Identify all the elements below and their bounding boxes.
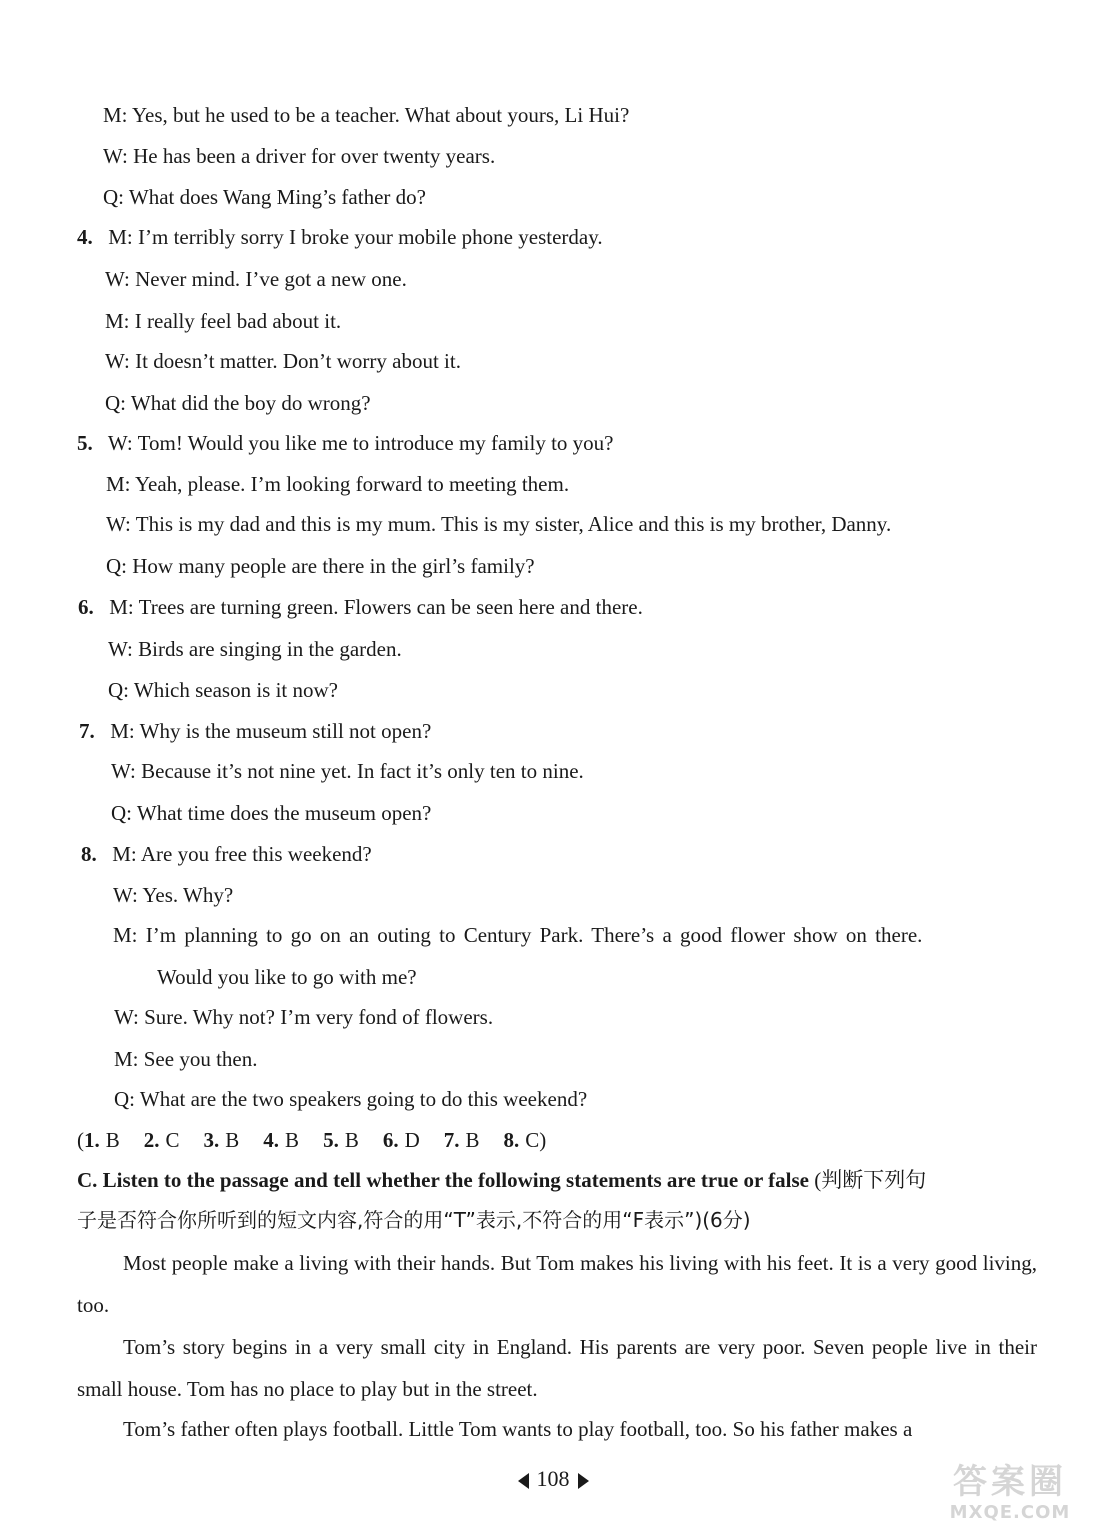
- answer-6-value: D: [404, 1128, 420, 1152]
- answer-6-number: 6.: [382, 1128, 399, 1152]
- dialogue-5-line-w2: W: This is my dad and this is my mum. This is my sister, Alice and this is my brother, Danny.: [106, 512, 892, 536]
- answer-3-number: 3.: [203, 1128, 220, 1152]
- answer-7-value: B: [465, 1128, 480, 1152]
- answer-7-number: 7.: [443, 1128, 460, 1152]
- dialogue-5-number: 5.: [77, 431, 93, 455]
- section-c-instruction-part1: (判断下列句: [814, 1168, 927, 1192]
- dialogue-5-question: Q: How many people are there in the girl’s family?: [106, 554, 535, 578]
- dialogue-7-m1-text: M: Why is the museum still not open?: [110, 719, 432, 743]
- dialogue-4-line-m1: [77, 223, 603, 251]
- answer-3-value: B: [225, 1128, 240, 1152]
- dialogue-4-number: 4.: [77, 225, 93, 249]
- dialogue-6-line-m1: [78, 593, 643, 621]
- answer-key-close: ): [539, 1128, 547, 1152]
- passage-paragraph-1: Most people make a living with their hands. But Tom makes his living with his feet. It is a very good living, too.: [77, 1251, 1037, 1317]
- right-triangle-icon: [578, 1473, 589, 1489]
- dialogue-5-line-w1: [77, 429, 614, 457]
- dialogue-8-question: Q: What are the two speakers going to do this weekend?: [114, 1087, 588, 1111]
- page-number: 108: [536, 1466, 570, 1491]
- dialogue-8-line-m3: M: See you then.: [114, 1047, 258, 1071]
- section-c-label: C. Listen to the passage and tell whether the following statements are true or false: [77, 1168, 810, 1192]
- passage-paragraph-3: Tom’s father often plays football. Little Tom wants to play football, too. So his father makes a: [123, 1417, 913, 1441]
- answer-5-value: B: [344, 1128, 359, 1152]
- dialogue-8-number: 8.: [81, 842, 97, 866]
- section-c-heading-line1: [77, 1166, 926, 1194]
- dialogue-4-m1-text: M: I’m terribly sorry I broke your mobile phone yesterday.: [108, 225, 603, 249]
- dialogue-3-line-w1: W: He has been a driver for over twenty years.: [103, 144, 496, 168]
- dialogue-6-number: 6.: [78, 595, 94, 619]
- dialogue-7-line-m1: [79, 717, 431, 745]
- answer-8-number: 8.: [503, 1128, 520, 1152]
- dialogue-8-line-m1: [81, 840, 372, 868]
- dialogue-8-line-m2a: M: I’m planning to go on an outing to Century Park. There’s a good flower show on there.: [113, 923, 923, 947]
- answer-4-value: B: [285, 1128, 300, 1152]
- passage-paragraph-2: Tom’s story begins in a very small city in England. His parents are very poor. Seven people live in their small house. Tom has no place to play but in the street.: [77, 1335, 1037, 1401]
- dialogue-3-question: Q: What does Wang Ming’s father do?: [103, 185, 426, 209]
- answer-1-value: B: [105, 1128, 120, 1152]
- dialogue-4-line-w1: W: Never mind. I’ve got a new one.: [105, 267, 407, 291]
- section-c-instruction-part2: 子是否符合你所听到的短文内容,符合的用“T”表示,不符合的用“F表示”)(6分): [77, 1208, 751, 1232]
- answer-5-number: 5.: [323, 1128, 339, 1152]
- dialogue-8-line-w2: W: Sure. Why not? I’m very fond of flowers.: [114, 1005, 494, 1029]
- dialogue-8-m1-text: M: Are you free this weekend?: [112, 842, 372, 866]
- answer-2-number: 2.: [143, 1128, 160, 1152]
- answer-1-number: 1.: [84, 1128, 100, 1152]
- dialogue-8-line-m2b: Would you like to go with me?: [157, 965, 417, 989]
- dialogue-7-line-w1: W: Because it’s not nine yet. In fact it’s only ten to nine.: [111, 759, 584, 783]
- answer-key: [77, 1126, 546, 1154]
- watermark-line2: MXQE.COM: [949, 1502, 1071, 1523]
- watermark-logo: [920, 1462, 1100, 1532]
- dialogue-5-line-m1: M: Yeah, please. I’m looking forward to meeting them.: [106, 472, 570, 496]
- watermark-line1: 答案圈: [953, 1462, 1067, 1502]
- dialogue-4-line-w2: W: It doesn’t matter. Don’t worry about it.: [105, 349, 461, 373]
- dialogue-7-number: 7.: [79, 719, 95, 743]
- answer-8-value: C: [525, 1128, 540, 1152]
- answer-4-number: 4.: [263, 1128, 280, 1152]
- answer-key-open: (: [77, 1128, 84, 1152]
- left-triangle-icon: [518, 1473, 529, 1489]
- dialogue-5-w1-text: W: Tom! Would you like me to introduce my family to you?: [107, 431, 614, 455]
- dialogue-3-line-m1: M: Yes, but he used to be a teacher. What about yours, Li Hui?: [103, 103, 630, 127]
- dialogue-8-line-w1: W: Yes. Why?: [113, 883, 234, 907]
- dialogue-6-line-w1: W: Birds are singing in the garden.: [108, 637, 402, 661]
- dialogue-4-question: Q: What did the boy do wrong?: [105, 391, 371, 415]
- dialogue-7-question: Q: What time does the museum open?: [111, 801, 432, 825]
- dialogue-6-question: Q: Which season is it now?: [108, 678, 338, 702]
- dialogue-6-m1-text: M: Trees are turning green. Flowers can be seen here and there.: [109, 595, 643, 619]
- dialogue-4-line-m2: M: I really feel bad about it.: [105, 309, 342, 333]
- answer-2-value: C: [165, 1128, 180, 1152]
